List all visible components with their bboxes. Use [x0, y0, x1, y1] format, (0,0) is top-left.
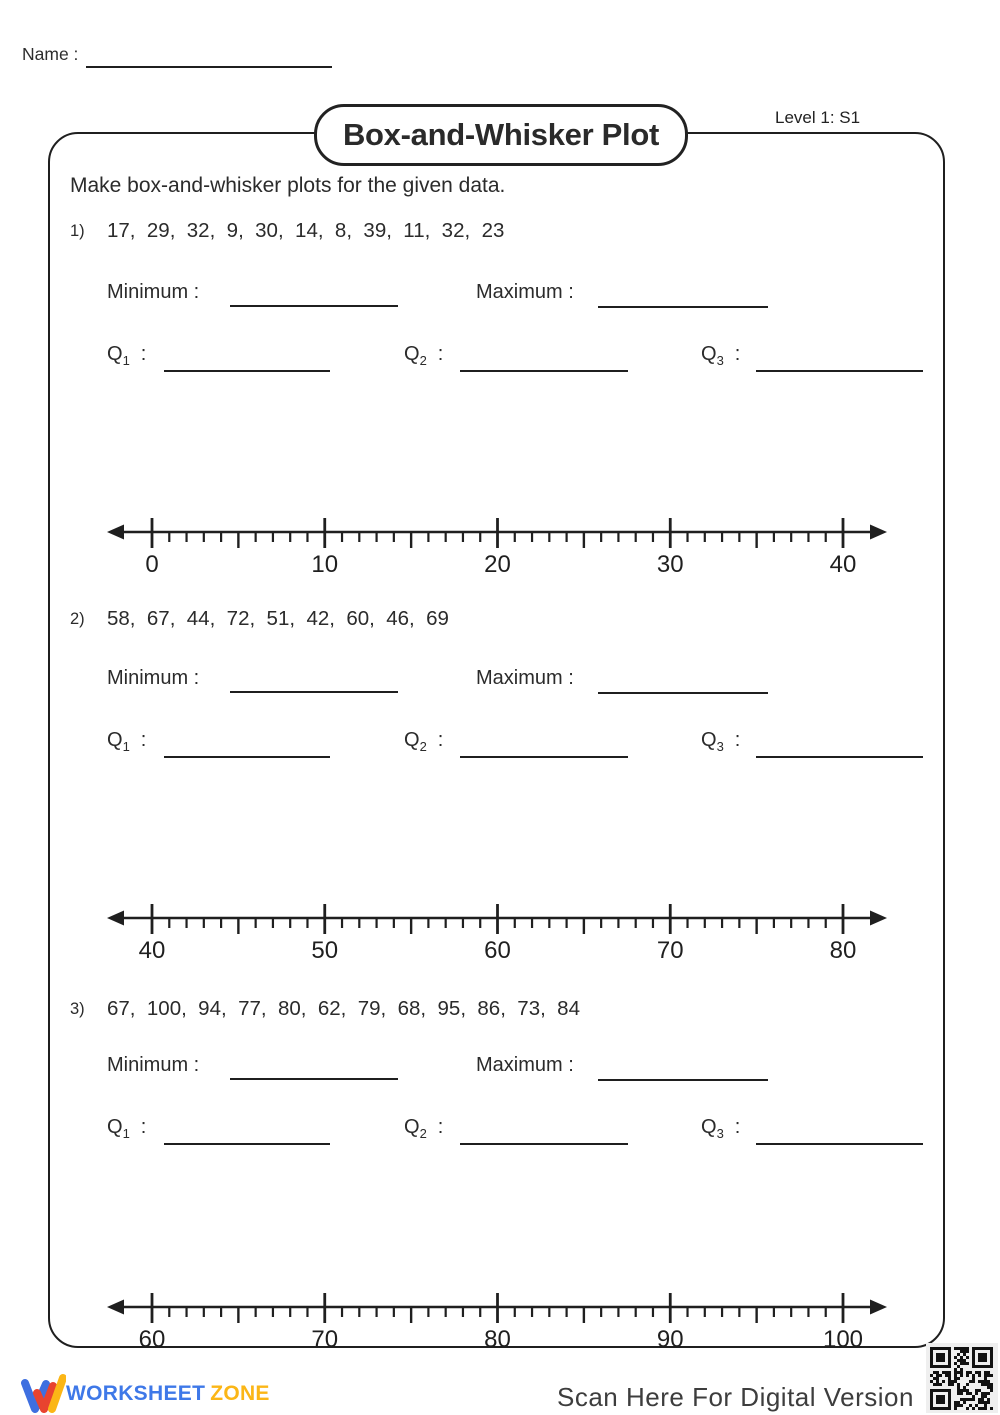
- problem-1-number: 1): [70, 222, 85, 240]
- problem-2-number: 2): [70, 610, 85, 628]
- problem-1-q2-blank[interactable]: [460, 348, 628, 372]
- axis-tick-label: 70: [311, 1326, 339, 1353]
- problem-3-q1-label: $Q_1$ :: [107, 1116, 147, 1141]
- problem-3-number: 3): [70, 1000, 85, 1018]
- problem-1-number-line[interactable]: [98, 505, 898, 580]
- axis-tick-label: 30: [656, 551, 684, 578]
- axis-tick-label: 80: [829, 937, 857, 964]
- problem-2-maximum-blank[interactable]: [598, 670, 768, 694]
- axis-tick-label: 80: [484, 1326, 511, 1353]
- brand-worksheet: WORKSHEET: [66, 1382, 206, 1405]
- problem-2-q3-label: $Q_3$ :: [701, 729, 741, 754]
- problem-2-maximum-label: Maximum :: [476, 667, 574, 689]
- problem-2-q1-label: $Q_1$ :: [107, 729, 147, 754]
- problem-2-q2-blank[interactable]: [460, 734, 628, 758]
- problem-3-data-list: 67, 100, 94, 77, 80, 62, 79, 68, 95, 86, 73, 84: [107, 997, 580, 1020]
- problem-2-q2-label: $Q_2$ :: [404, 729, 444, 754]
- problem-3-q2-label: $Q_2$ :: [404, 1116, 444, 1141]
- problem-1-q1-blank[interactable]: [164, 348, 330, 372]
- problem-3-q1-blank[interactable]: [164, 1121, 330, 1145]
- axis-tick-label: 40: [829, 551, 857, 578]
- problem-2-data-list: 58, 67, 44, 72, 51, 42, 60, 46, 69: [107, 607, 449, 630]
- axis-tick-label: 100: [822, 1326, 864, 1353]
- problem-1-minimum-label: Minimum :: [107, 281, 200, 303]
- problem-3-minimum-label: Minimum :: [107, 1054, 200, 1076]
- qr-code-pattern: [926, 1343, 998, 1413]
- problem-3-q3-label: $Q_3$ :: [701, 1116, 741, 1141]
- problem-1-data-list: 17, 29, 32, 9, 30, 14, 8, 39, 11, 32, 23: [107, 219, 505, 242]
- problem-1-q3-label: $Q_3$ :: [701, 343, 741, 368]
- name-input-line[interactable]: [86, 46, 332, 68]
- problem-1-maximum-blank[interactable]: [598, 284, 768, 308]
- axis-tick-label: 60: [484, 937, 511, 964]
- problem-1-q2-label: $Q_2$ :: [404, 343, 444, 368]
- page-title: Box-and-Whisker Plot: [342, 117, 660, 152]
- problem-3-number-line[interactable]: [98, 1280, 898, 1355]
- instruction-text: Make box-and-whisker plots for the given data.: [70, 174, 506, 197]
- axis-tick-label: 60: [138, 1326, 166, 1353]
- scan-here-text: Scan Here For Digital Version: [557, 1382, 914, 1412]
- problem-2-minimum-blank[interactable]: [230, 669, 398, 693]
- level-badge: Level 1: S1: [775, 108, 861, 127]
- problem-1-minimum-blank[interactable]: [230, 283, 398, 307]
- brand-zone: ZONE: [210, 1382, 270, 1405]
- problem-3-minimum-blank[interactable]: [230, 1056, 398, 1080]
- problem-3-maximum-label: Maximum :: [476, 1054, 574, 1076]
- axis-tick-label: 90: [656, 1326, 684, 1353]
- qr-code: [926, 1343, 998, 1413]
- axis-tick-label: 0: [145, 551, 159, 578]
- axis-tick-label: 50: [311, 937, 339, 964]
- axis-tick-label: 70: [656, 937, 684, 964]
- axis-tick-label: 10: [311, 551, 339, 578]
- problem-2-q1-blank[interactable]: [164, 734, 330, 758]
- axis-tick-label: 20: [484, 551, 511, 578]
- worksheetzone-logo-w-icon: [20, 1371, 66, 1413]
- problem-1-maximum-label: Maximum :: [476, 281, 574, 303]
- worksheetzone-logo-text: [66, 1382, 270, 1406]
- name-label: Name :: [22, 44, 79, 64]
- title-pill: [314, 104, 688, 166]
- problem-3-maximum-blank[interactable]: [598, 1057, 768, 1081]
- problem-2-minimum-label: Minimum :: [107, 667, 200, 689]
- problem-3-q3-blank[interactable]: [756, 1121, 923, 1145]
- problem-2-q3-blank[interactable]: [756, 734, 923, 758]
- problem-2-number-line[interactable]: [98, 891, 898, 966]
- problem-1-q3-blank[interactable]: [756, 348, 923, 372]
- axis-tick-label: 40: [138, 937, 166, 964]
- problem-1-q1-label: $Q_1$ :: [107, 343, 147, 368]
- problem-3-q2-blank[interactable]: [460, 1121, 628, 1145]
